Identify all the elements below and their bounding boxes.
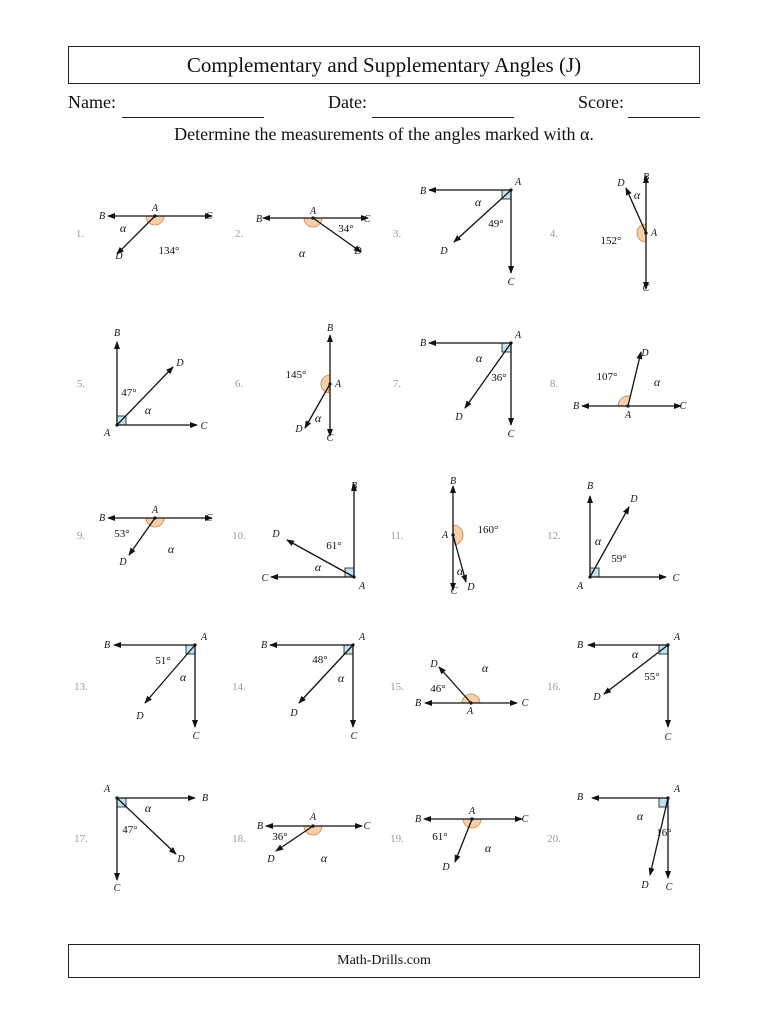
problem-number: 6.	[234, 378, 244, 390]
alpha-angle-label: α	[594, 534, 602, 548]
vertex-label: A	[468, 806, 476, 817]
problem-number: 17.	[74, 833, 88, 845]
point-label: B	[350, 481, 358, 492]
alpha-angle-label: α	[633, 188, 641, 202]
vertex-label: A	[576, 581, 584, 592]
given-angle-label: 152°	[600, 235, 622, 247]
point-label: D	[617, 178, 625, 189]
problem-number: 7.	[392, 378, 402, 390]
vertex-label: A	[514, 330, 522, 341]
point-label: C	[205, 513, 213, 524]
vertex-point	[666, 643, 669, 646]
point-label: C	[664, 732, 672, 743]
point-label: B	[98, 211, 106, 222]
vertex-point	[509, 341, 512, 344]
point-label: B	[260, 640, 268, 651]
point-label: D	[630, 494, 638, 505]
vertex-point	[115, 423, 118, 426]
problem-number: 4.	[549, 228, 559, 240]
problem-number: 14.	[232, 681, 246, 693]
point-label: C	[665, 882, 673, 893]
point-label: C	[642, 283, 650, 294]
given-angle-label: 49°	[488, 218, 504, 230]
alpha-angle-label: α	[484, 841, 492, 855]
given-angle-label: 107°	[596, 371, 618, 383]
name-label: Name:	[68, 92, 116, 112]
vertex-point	[509, 188, 512, 191]
alpha-angle-label: α	[314, 411, 322, 425]
problem-number: 1.	[75, 228, 85, 240]
problem-number: 20.	[547, 833, 561, 845]
point-label: C	[450, 586, 458, 597]
given-angle-label: 134°	[158, 245, 180, 257]
point-label: B	[642, 172, 650, 183]
vertex-label: A	[103, 784, 111, 795]
point-label: C	[113, 883, 121, 894]
problem-number: 16.	[547, 681, 561, 693]
vertex-point	[666, 796, 669, 799]
instruction-text: Determine the measurements of the angles marked with α.	[174, 124, 594, 144]
given-angle-label: 47°	[121, 387, 137, 399]
vertex-label: A	[151, 203, 159, 214]
alpha-angle-label: α	[144, 801, 152, 815]
alpha-angle-label: α	[337, 671, 345, 685]
vertex-label: A	[358, 581, 366, 592]
date-label: Date:	[328, 92, 367, 112]
point-label: B	[576, 640, 584, 651]
given-angle-label: 36°	[272, 831, 288, 843]
point-label: D	[430, 659, 438, 670]
vertex-label: A	[334, 379, 342, 390]
vertex-point	[626, 404, 629, 407]
point-label: C	[363, 821, 371, 832]
problem-number: 3.	[392, 228, 402, 240]
alpha-angle-label: α	[474, 195, 482, 209]
problem-number: 11.	[390, 530, 404, 542]
point-label: D	[354, 246, 362, 257]
alpha-angle-label: α	[298, 246, 306, 260]
problem-number: 5.	[76, 378, 86, 390]
vertex-point	[311, 824, 314, 827]
worksheet-title: Complementary and Supplementary Angles (J)	[68, 46, 700, 84]
problem-number: 12.	[547, 530, 561, 542]
given-angle-label: 34°	[338, 223, 354, 235]
point-label: D	[467, 582, 475, 593]
point-label: D	[455, 412, 463, 423]
alpha-angle-label: α	[653, 375, 661, 389]
alpha-angle-label: α	[631, 647, 639, 661]
point-label: D	[136, 711, 144, 722]
problem-number: 9.	[76, 530, 86, 542]
alpha-angle-label: α	[475, 351, 483, 365]
ray-line	[129, 518, 155, 555]
point-label: B	[586, 481, 594, 492]
point-label: B	[103, 640, 111, 651]
vertex-point	[153, 516, 156, 519]
point-label: C	[507, 429, 515, 440]
point-label: C	[679, 401, 687, 412]
vertex-label: A	[309, 206, 317, 217]
point-label: C	[200, 421, 208, 432]
point-label: D	[119, 557, 127, 568]
point-label: B	[449, 476, 457, 487]
vertex-label: A	[514, 177, 522, 188]
vertex-label: A	[624, 410, 632, 421]
point-label: D	[290, 708, 298, 719]
point-label: D	[177, 854, 185, 865]
point-label: B	[113, 328, 121, 339]
problem-number: 8.	[549, 378, 559, 390]
vertex-label: A	[673, 784, 681, 795]
problem-number: 18.	[232, 833, 246, 845]
given-angle-label: 59°	[611, 553, 627, 565]
given-angle-label: 46°	[430, 683, 446, 695]
vertex-label: A	[200, 632, 208, 643]
point-label: B	[201, 793, 209, 804]
vertex-point	[352, 575, 355, 578]
vertex-point	[469, 701, 472, 704]
footer: Math-Drills.com	[68, 944, 700, 978]
vertex-label: A	[309, 812, 317, 823]
ray-line	[455, 819, 472, 862]
point-label: B	[256, 821, 264, 832]
point-label: C	[521, 698, 529, 709]
problem-number: 2.	[234, 228, 244, 240]
vertex-label: A	[466, 706, 474, 717]
point-label: B	[576, 792, 584, 803]
vertex-point	[153, 214, 156, 217]
given-angle-label: 55°	[644, 671, 660, 683]
given-angle-label: 160°	[477, 524, 499, 536]
point-label: C	[672, 573, 680, 584]
given-angle-label: 61°	[432, 831, 448, 843]
ray-line	[628, 352, 641, 406]
point-label: D	[641, 880, 649, 891]
vertex-point	[588, 575, 591, 578]
vertex-point	[193, 643, 196, 646]
given-angle-label: 16°	[656, 827, 672, 839]
alpha-angle-label: α	[320, 851, 328, 865]
vertex-label: A	[441, 530, 449, 541]
vertex-point	[470, 817, 473, 820]
alpha-angle-label: α	[481, 661, 489, 675]
alpha-angle-label: α	[144, 403, 152, 417]
point-label: C	[507, 277, 515, 288]
problem-number: 19.	[390, 833, 404, 845]
alpha-angle-label: α	[636, 809, 644, 823]
vertex-point	[115, 796, 118, 799]
point-label: C	[521, 814, 529, 825]
point-label: B	[326, 323, 334, 334]
point-label: D	[272, 529, 280, 540]
point-label: C	[350, 731, 358, 742]
ray-line	[145, 645, 195, 703]
vertex-point	[328, 382, 331, 385]
point-label: D	[593, 692, 601, 703]
point-label: D	[267, 854, 275, 865]
problem-number: 13.	[74, 681, 88, 693]
problem-number: 15.	[390, 681, 404, 693]
point-label: D	[442, 862, 450, 873]
vertex-label: A	[673, 632, 681, 643]
vertex-point	[351, 643, 354, 646]
point-label: B	[414, 814, 422, 825]
point-label: C	[192, 731, 200, 742]
given-angle-label: 53°	[114, 528, 130, 540]
point-label: D	[295, 424, 303, 435]
point-label: D	[641, 348, 649, 359]
point-label: C	[326, 433, 334, 444]
point-label: D	[115, 251, 123, 262]
point-label: D	[176, 358, 184, 369]
point-label: B	[419, 186, 427, 197]
given-angle-label: 36°	[491, 372, 507, 384]
given-angle-label: 48°	[312, 654, 328, 666]
vertex-label: A	[103, 428, 111, 439]
problem-number: 10.	[232, 530, 246, 542]
given-angle-label: 51°	[155, 655, 171, 667]
point-label: B	[414, 698, 422, 709]
point-label: B	[572, 401, 580, 412]
point-label: B	[419, 338, 427, 349]
given-angle-label: 145°	[285, 369, 307, 381]
alpha-angle-label: α	[167, 542, 175, 556]
point-label: D	[440, 246, 448, 257]
vertex-label: A	[358, 632, 366, 643]
point-label: B	[98, 513, 106, 524]
vertex-label: A	[650, 228, 658, 239]
given-angle-label: 47°	[122, 824, 138, 836]
score-label: Score:	[578, 92, 624, 112]
point-label: B	[255, 214, 263, 225]
point-label: C	[205, 211, 213, 222]
alpha-angle-label: α	[456, 564, 464, 578]
vertex-point	[451, 533, 454, 536]
alpha-angle-label: α	[314, 560, 322, 574]
alpha-angle-label: α	[119, 221, 127, 235]
vertex-label: A	[151, 505, 159, 516]
given-angle-label: 61°	[326, 540, 342, 552]
vertex-point	[644, 231, 647, 234]
point-label: C	[261, 573, 269, 584]
point-label: C	[363, 214, 371, 225]
alpha-angle-label: α	[179, 670, 187, 684]
ray-line	[454, 190, 511, 242]
